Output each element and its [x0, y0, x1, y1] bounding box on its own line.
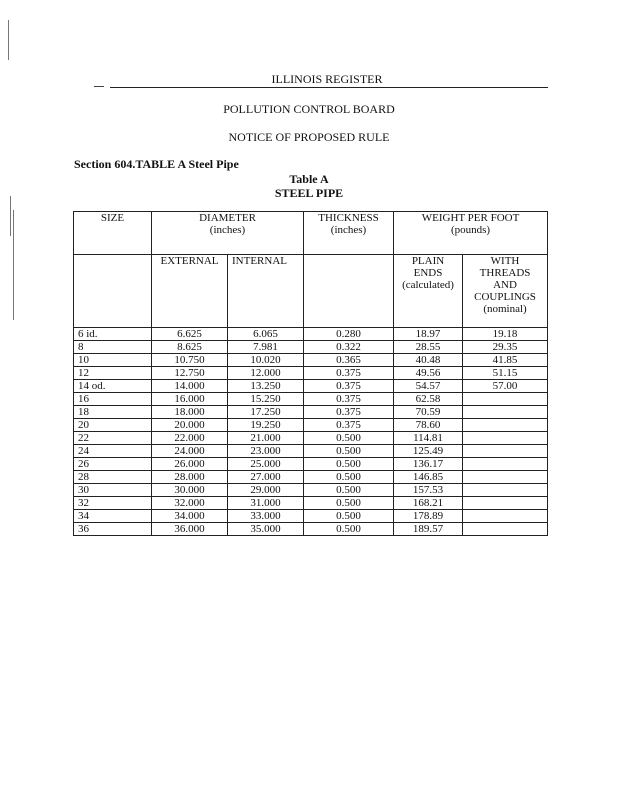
- thickness-cell: 0.500: [304, 458, 394, 471]
- with-threads-cell: 41.85: [463, 354, 548, 367]
- thickness-cell: 0.375: [304, 367, 394, 380]
- scan-artifact-line: [8, 20, 9, 60]
- table-row: [74, 458, 548, 471]
- table-row: [74, 406, 548, 419]
- size-cell: 24: [74, 445, 152, 458]
- external-cell: 28.000: [152, 471, 228, 484]
- size-cell: 36: [74, 523, 152, 536]
- table-caption-title: STEEL PIPE: [274, 186, 344, 200]
- internal-cell: 23.000: [228, 445, 304, 458]
- plain-ends-cell: 136.17: [394, 458, 463, 471]
- plain-ends-cell: 168.21: [394, 497, 463, 510]
- thickness-cell: 0.280: [304, 328, 394, 341]
- internal-cell: 17.250: [228, 406, 304, 419]
- plain-ends-cell: 125.49: [394, 445, 463, 458]
- table-row: [74, 419, 548, 432]
- external-cell: 16.000: [152, 393, 228, 406]
- diameter-header: DIAMETER (inches): [152, 212, 304, 255]
- size-cell: 10: [74, 354, 152, 367]
- size-cell: 12: [74, 367, 152, 380]
- external-cell: 12.750: [152, 367, 228, 380]
- internal-header: INTERNAL: [228, 255, 304, 328]
- plain-ends-cell: 157.53: [394, 484, 463, 497]
- external-cell: 10.750: [152, 354, 228, 367]
- external-cell: 20.000: [152, 419, 228, 432]
- size-cell: 16: [74, 393, 152, 406]
- external-cell: 34.000: [152, 510, 228, 523]
- with-threads-cell: [463, 523, 548, 536]
- plain-ends-cell: 62.58: [394, 393, 463, 406]
- size-cell: 20: [74, 419, 152, 432]
- thickness-cell: 0.500: [304, 471, 394, 484]
- notice-title: NOTICE OF PROPOSED RULE: [228, 130, 390, 144]
- internal-cell: 25.000: [228, 458, 304, 471]
- scan-artifact-line: [10, 196, 11, 236]
- table-row: [74, 445, 548, 458]
- plain-ends-header: PLAIN ENDS (calculated): [394, 255, 463, 328]
- thickness-cell: 0.500: [304, 497, 394, 510]
- scan-artifact-line: [13, 210, 14, 320]
- size-cell: 8: [74, 341, 152, 354]
- thickness-cell: 0.500: [304, 432, 394, 445]
- external-cell: 24.000: [152, 445, 228, 458]
- table-caption-label: Table A: [289, 172, 329, 186]
- size-cell: 32: [74, 497, 152, 510]
- thickness-cell: 0.375: [304, 406, 394, 419]
- external-cell: 6.625: [152, 328, 228, 341]
- with-threads-cell: 29.35: [463, 341, 548, 354]
- size-subheader-empty: [74, 255, 152, 328]
- table-row: [74, 393, 548, 406]
- external-cell: 32.000: [152, 497, 228, 510]
- internal-cell: 31.000: [228, 497, 304, 510]
- size-cell: 30: [74, 484, 152, 497]
- plain-ends-cell: 178.89: [394, 510, 463, 523]
- external-cell: 26.000: [152, 458, 228, 471]
- thickness-cell: 0.500: [304, 523, 394, 536]
- size-cell: 18: [74, 406, 152, 419]
- table-row: [74, 432, 548, 445]
- thickness-subheader-empty: [304, 255, 394, 328]
- with-threads-header: WITH THREADS AND COUPLINGS (nominal): [463, 255, 548, 328]
- internal-cell: 10.020: [228, 354, 304, 367]
- section-heading: Section 604.TABLE A Steel Pipe: [74, 157, 239, 171]
- size-cell: 34: [74, 510, 152, 523]
- with-threads-cell: [463, 458, 548, 471]
- external-cell: 8.625: [152, 341, 228, 354]
- external-cell: 22.000: [152, 432, 228, 445]
- table-row: [74, 341, 548, 354]
- with-threads-cell: [463, 471, 548, 484]
- thickness-cell: 0.375: [304, 393, 394, 406]
- register-title: ILLINOIS REGISTER: [271, 72, 383, 86]
- with-threads-cell: 51.15: [463, 367, 548, 380]
- with-threads-cell: [463, 406, 548, 419]
- internal-cell: 27.000: [228, 471, 304, 484]
- internal-cell: 21.000: [228, 432, 304, 445]
- weight-header: WEIGHT PER FOOT (pounds): [394, 212, 548, 255]
- table-row: [74, 510, 548, 523]
- internal-cell: 33.000: [228, 510, 304, 523]
- plain-ends-cell: 18.97: [394, 328, 463, 341]
- external-cell: 36.000: [152, 523, 228, 536]
- internal-cell: 29.000: [228, 484, 304, 497]
- internal-cell: 13.250: [228, 380, 304, 393]
- internal-cell: 6.065: [228, 328, 304, 341]
- thickness-cell: 0.322: [304, 341, 394, 354]
- plain-ends-cell: 146.85: [394, 471, 463, 484]
- size-header: SIZE: [74, 212, 152, 255]
- plain-ends-cell: 78.60: [394, 419, 463, 432]
- table-row: [74, 523, 548, 536]
- table-row: [74, 484, 548, 497]
- steel-pipe-table: [73, 211, 548, 536]
- plain-ends-cell: 28.55: [394, 341, 463, 354]
- table-row: [74, 354, 548, 367]
- internal-cell: 7.981: [228, 341, 304, 354]
- table-header-row: [74, 212, 548, 255]
- plain-ends-cell: 54.57: [394, 380, 463, 393]
- plain-ends-cell: 49.56: [394, 367, 463, 380]
- table-row: [74, 328, 548, 341]
- header-rule: [110, 87, 548, 88]
- plain-ends-cell: 114.81: [394, 432, 463, 445]
- thickness-cell: 0.500: [304, 445, 394, 458]
- with-threads-cell: [463, 393, 548, 406]
- with-threads-cell: [463, 497, 548, 510]
- thickness-cell: 0.500: [304, 484, 394, 497]
- internal-cell: 12.000: [228, 367, 304, 380]
- table-subheader-row: [74, 255, 548, 328]
- external-cell: 14.000: [152, 380, 228, 393]
- thickness-cell: 0.365: [304, 354, 394, 367]
- thickness-header: THICKNESS (inches): [304, 212, 394, 255]
- with-threads-cell: [463, 510, 548, 523]
- table-row: [74, 367, 548, 380]
- thickness-cell: 0.375: [304, 380, 394, 393]
- plain-ends-cell: 40.48: [394, 354, 463, 367]
- size-cell: 26: [74, 458, 152, 471]
- size-cell: 14 od.: [74, 380, 152, 393]
- board-title: POLLUTION CONTROL BOARD: [223, 102, 395, 116]
- size-cell: 6 id.: [74, 328, 152, 341]
- external-cell: 30.000: [152, 484, 228, 497]
- size-cell: 28: [74, 471, 152, 484]
- with-threads-cell: [463, 432, 548, 445]
- size-cell: 22: [74, 432, 152, 445]
- table-row: [74, 471, 548, 484]
- external-header: EXTERNAL: [152, 255, 228, 328]
- thickness-cell: 0.375: [304, 419, 394, 432]
- with-threads-cell: [463, 445, 548, 458]
- with-threads-cell: 57.00: [463, 380, 548, 393]
- plain-ends-cell: 70.59: [394, 406, 463, 419]
- table-row: [74, 380, 548, 393]
- external-cell: 18.000: [152, 406, 228, 419]
- plain-ends-cell: 189.57: [394, 523, 463, 536]
- with-threads-cell: 19.18: [463, 328, 548, 341]
- with-threads-cell: [463, 419, 548, 432]
- thickness-cell: 0.500: [304, 510, 394, 523]
- with-threads-cell: [463, 484, 548, 497]
- table-row: [74, 497, 548, 510]
- internal-cell: 15.250: [228, 393, 304, 406]
- internal-cell: 35.000: [228, 523, 304, 536]
- internal-cell: 19.250: [228, 419, 304, 432]
